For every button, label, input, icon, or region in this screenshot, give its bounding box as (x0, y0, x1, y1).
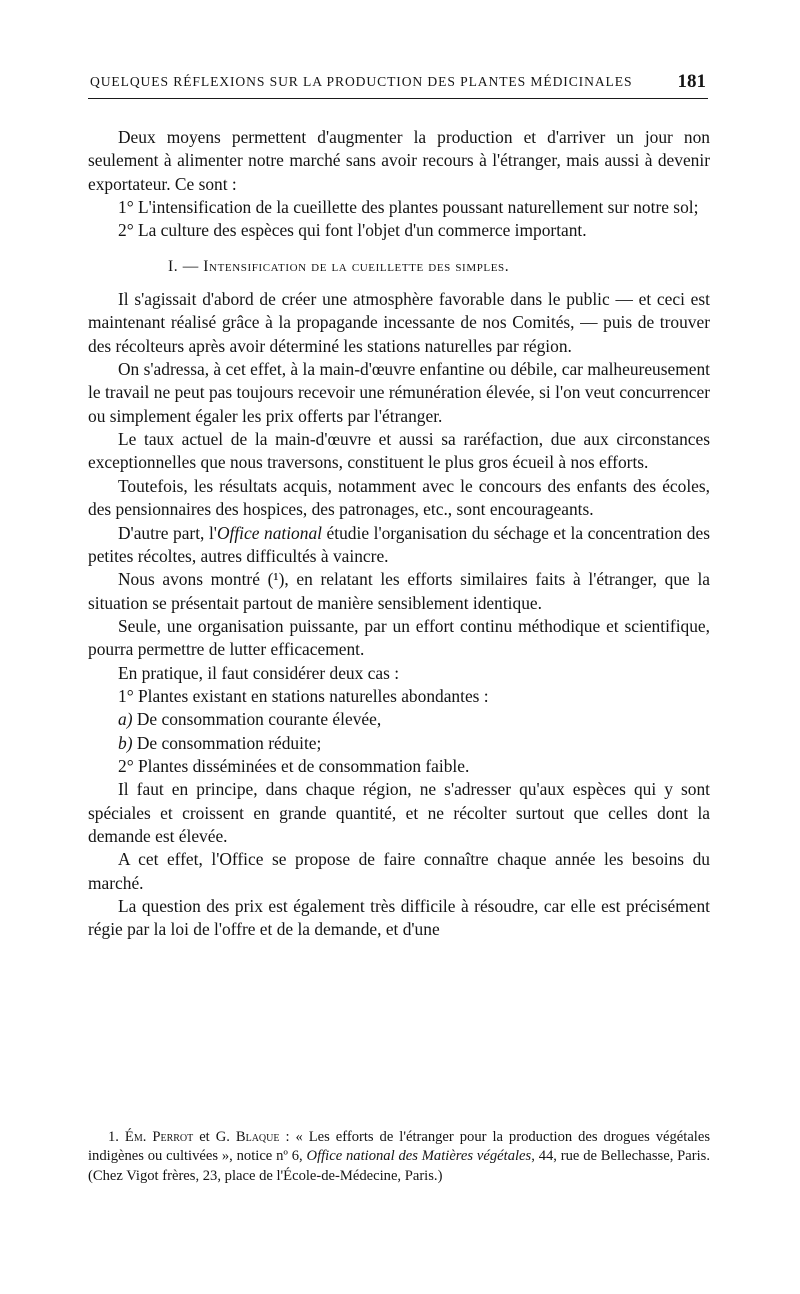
paragraph-nous: Nous avons montré (¹), en relatant les efforts similaires faits à l'étranger, que la situation se présentait partout de manière sensiblement identique. (88, 569, 710, 613)
footnote-number: 1. (108, 1129, 119, 1145)
case-1a-text: De consommation courante élevée, (132, 709, 382, 730)
case-1b-text: De consommation réduite; (132, 732, 322, 753)
case-1b (88, 732, 710, 755)
section-heading (88, 255, 710, 278)
footnote-text (88, 1128, 710, 1186)
paragraph-comites: Il s'agissait d'abord de créer une atmosphère favorable dans le public — et ceci est maintenant réalisé grâce à la propagande incessante de nos Comités, — puis de trouver des récolteurs après avoir déterminé les stations naturelles par région. (88, 289, 710, 356)
footnote (88, 1128, 710, 1186)
paragraph-intro: Deux moyens permettent d'augmenter la production et d'arriver un jour non seulement à alimenter notre marché sans avoir recours à l'étranger, mais aussi à devenir exportateur. Ce sont : (88, 127, 710, 194)
paragraph-pratique: En pratique, il faut considérer deux cas : (118, 662, 400, 683)
case-1a-label: a) (118, 709, 133, 730)
paragraph-taux: Le taux actuel de la main-d'œuvre et aussi sa raréfaction, due aux circonstances exceptionnelles que nous traversons, constituent le plus gros écueil à nos efforts. (88, 429, 710, 473)
footnote-author-2: G. Blaque (215, 1129, 280, 1145)
paragraph-office-lead: D'autre part, l' (118, 522, 217, 543)
body-text (88, 126, 710, 942)
paragraph-main-oeuvre: On s'adressa, à cet effet, à la main-d'œuvre enfantine ou débile, car malheureusement le travail ne peut pas toujours recevoir une rémunération élevée, si l'on veut concurrencer ou simplement égaler les prix offerts par l'étranger. (88, 359, 710, 426)
paragraph-cet-effet: A cet effet, l'Office se propose de faire connaître chaque année les besoins du marché. (88, 849, 710, 893)
section-title: Intensification de la cueillette des simples. (203, 257, 510, 275)
case-1a (88, 708, 710, 731)
case-2: 2° Plantes disséminées et de consommation faible. (118, 755, 470, 776)
case-1: 1° Plantes existant en stations naturelles abondantes : (118, 685, 489, 706)
office-national-emphasis: Office national (216, 522, 322, 543)
page-number: 181 (677, 71, 706, 92)
paragraph-principe: Il faut en principe, dans chaque région, ne s'adresser qu'aux espèces qui y sont spéciales et croissent en grande quantité, et ne récolter surtout que celles dont la demande est élevée. (88, 779, 710, 846)
paragraph-prix: La question des prix est également très difficile à résoudre, car elle est précisément régie par la loi de l'offre et de la demande, et d'une (88, 896, 710, 940)
footnote-source: Office national des Matières végétales (306, 1148, 532, 1165)
list-item-intensification: 1° L'intensification de la cueillette des plantes poussant naturellement sur notre sol; (118, 197, 699, 218)
running-header-title: QUELQUES RÉFLEXIONS SUR LA PRODUCTION DES PLANTES MÉDICINALES (90, 74, 633, 89)
paragraph-seule: Seule, une organisation puissante, par un effort continu méthodique et scientifique, pourra permettre de lutter efficacement. (88, 615, 710, 660)
list-item-culture: 2° La culture des espèces qui font l'objet d'un commerce important. (118, 220, 587, 241)
footnote-text-1: : « Les efforts de l'étranger pour la production des drogues végétales indigènes ou cultivées », notice nº 6, (88, 1129, 711, 1165)
case-1b-label: b) (118, 732, 133, 753)
paragraph-toutefois: Toutefois, les résultats acquis, notamment avec le concours des enfants des écoles, des pensionnaires des hospices, des patronages, etc., sont encourageants. (88, 475, 710, 520)
running-header (88, 72, 708, 99)
section-number: I. — (168, 257, 199, 275)
paragraph-office (88, 522, 710, 569)
footnote-author-1: Ém. Perrot (124, 1129, 194, 1145)
footnote-connector: et (193, 1129, 216, 1145)
paragraph-office-rest: étudie l'organisation du séchage et la concentration des petites récoltes, autres difficultés à vaincre. (88, 522, 710, 566)
footnote-text-2: , 44, rue de Bellechasse, Paris. (Chez Vigot frères, 23, place de l'École-de-Médecine, Paris.) (88, 1148, 710, 1184)
